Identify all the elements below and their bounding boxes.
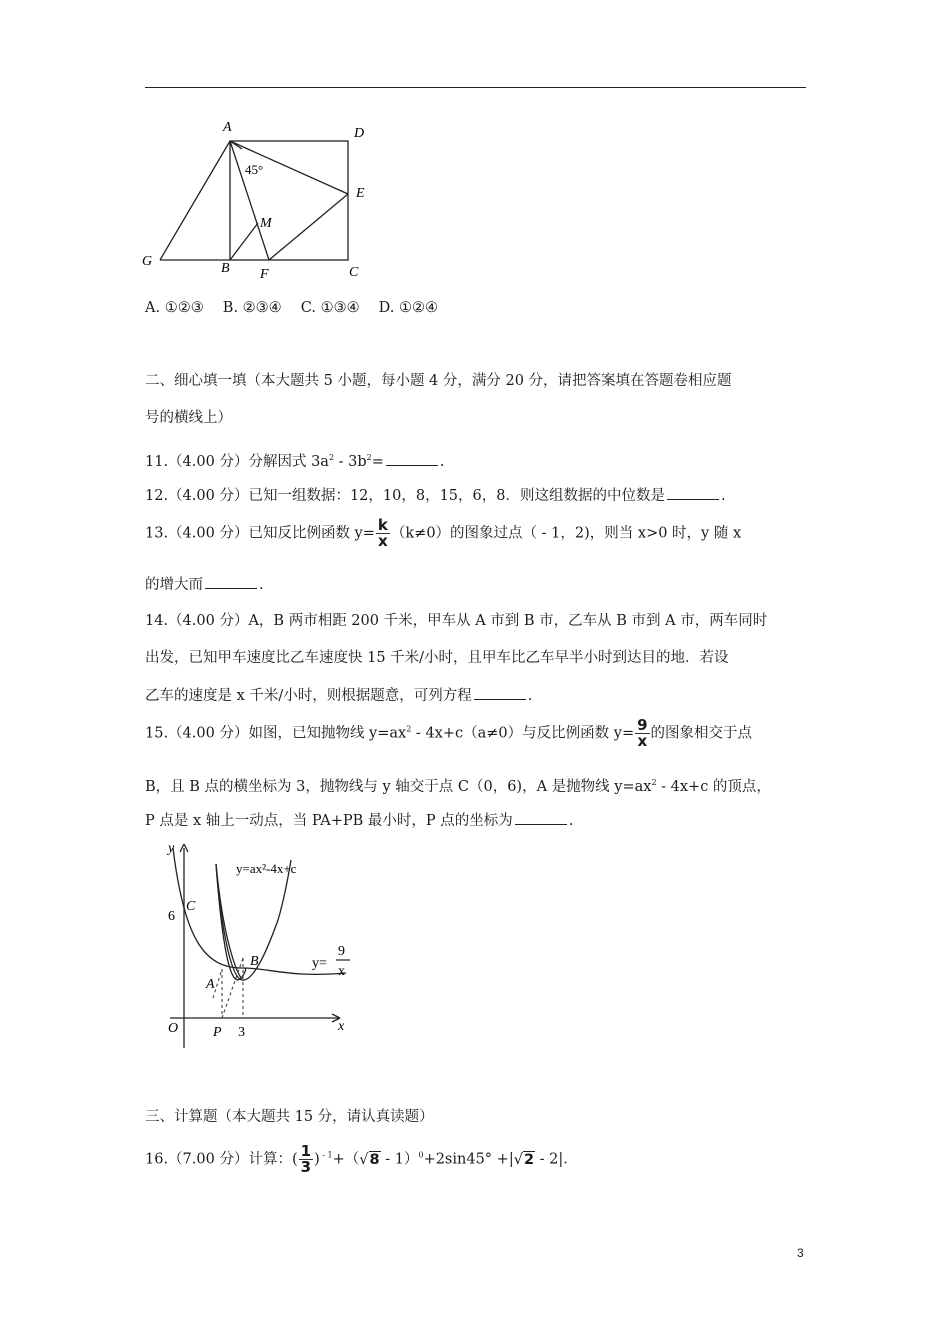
page-number: 3 [797,1246,804,1260]
q10-options: A. ①②③ B. ②③④ C. ①③④ D. ①②④ [145,300,439,316]
label-A: A [206,977,215,992]
parabola-label: y=ax²-4x+c [236,861,297,876]
header-rule [145,87,806,88]
question-13: 13.（4.00 分）已知反比例函数 y= $\frac{k}{x}$ （k≠0）的图象过点（ - 1，2)，则当 x>0 时，y 随 x [145,516,742,550]
label-y-axis: y [168,841,175,856]
question-12: 12.（4.00 分）已知一组数据：12，10，8，15，6，8．则这组数据的中位数是 . [145,485,726,506]
section2-title-cont: 号的横线上） [145,410,232,426]
label-B: B [221,261,230,276]
label-x-axis: x [338,1019,345,1034]
answer-blank[interactable] [205,574,257,589]
question-14-cont2: 乙车的速度是 x 千米/小时，则根据题意，可列方程 . [145,685,532,706]
question-15: 15.（4.00 分）如图，已知抛物线 $y=ax^2 - 4x+c(a\ne 0)$与反比例函数 y= $\frac{9}{x}$ 的图象相交于点 [145,716,753,750]
fraction-9-over-x: $\frac{9}{x}$ [637,716,648,750]
function-graph-figure [150,838,370,1053]
question-14-cont: 出发，已知甲车速度比乙车速度快 15 千米/小时，且甲车比乙车早半小时到达目的地．若设 [145,650,729,666]
fraction-k-over-x: $\frac{k}{x}$ [377,516,388,550]
label-P: P [213,1025,222,1040]
label-C: C [349,265,359,280]
label-D: D [354,126,365,141]
geometry-figure [138,115,378,285]
question-11: 11.（4.00 分）分解因式 $3a^2 - 3b^2=$ . [145,448,445,472]
label-A: A [223,120,232,135]
label-origin: O [168,1021,179,1036]
section2-title: 二、细心填一填（本大题共 5 小题，每小题 4 分，满分 20 分，请把答案填在答题卷相应题 [145,373,732,389]
label-E: E [356,186,365,201]
hyperbola-label-prefix: y= [312,956,327,971]
answer-blank[interactable] [667,485,719,500]
section3-title: 三、计算题（本大题共 15 分，请认真读题） [145,1109,434,1125]
sqrt-8: √8 [359,1151,380,1168]
label-F: F [260,267,269,282]
hyperbola-label-num: 9 [338,944,345,959]
angle-label: 45° [245,162,264,177]
label-C: C [186,899,196,914]
question-14: 14.（4.00 分）A，B 两市相距 200 千米，甲车从 A 市到 B 市，乙车从 B 市到 A 市，两车同时 [145,613,768,629]
question-13-cont: 的增大而 . [145,574,264,595]
answer-blank[interactable] [474,685,526,700]
question-16: 16.（7.00 分）计算：( $\frac{1}{3}$ ) $^{- 1}$+（√8 - 1）$^0$+2sin45° +|√2 - 2|． [145,1142,578,1176]
sqrt-2: √2 [513,1151,535,1168]
label-M: M [260,216,272,231]
question-15-cont: B，且 B 点的横坐标为 3，抛物线与 y 轴交于点 C（0，6)，A 是抛物线 $y=ax^2 - 4x+c$ 的顶点， [145,778,771,795]
fraction-one-third: $\frac{1}{3}$ [300,1142,312,1176]
answer-blank[interactable] [515,810,567,825]
hyperbola-label-den: x [338,964,345,979]
label-three: 3 [238,1025,245,1040]
label-six: 6 [168,909,175,924]
question-15-cont2: P 点是 x 轴上一动点，当 PA+PB 最小时，P 点的坐标为 . [145,810,573,831]
label-B: B [250,954,259,969]
answer-blank[interactable] [386,451,438,466]
label-G: G [142,254,153,269]
